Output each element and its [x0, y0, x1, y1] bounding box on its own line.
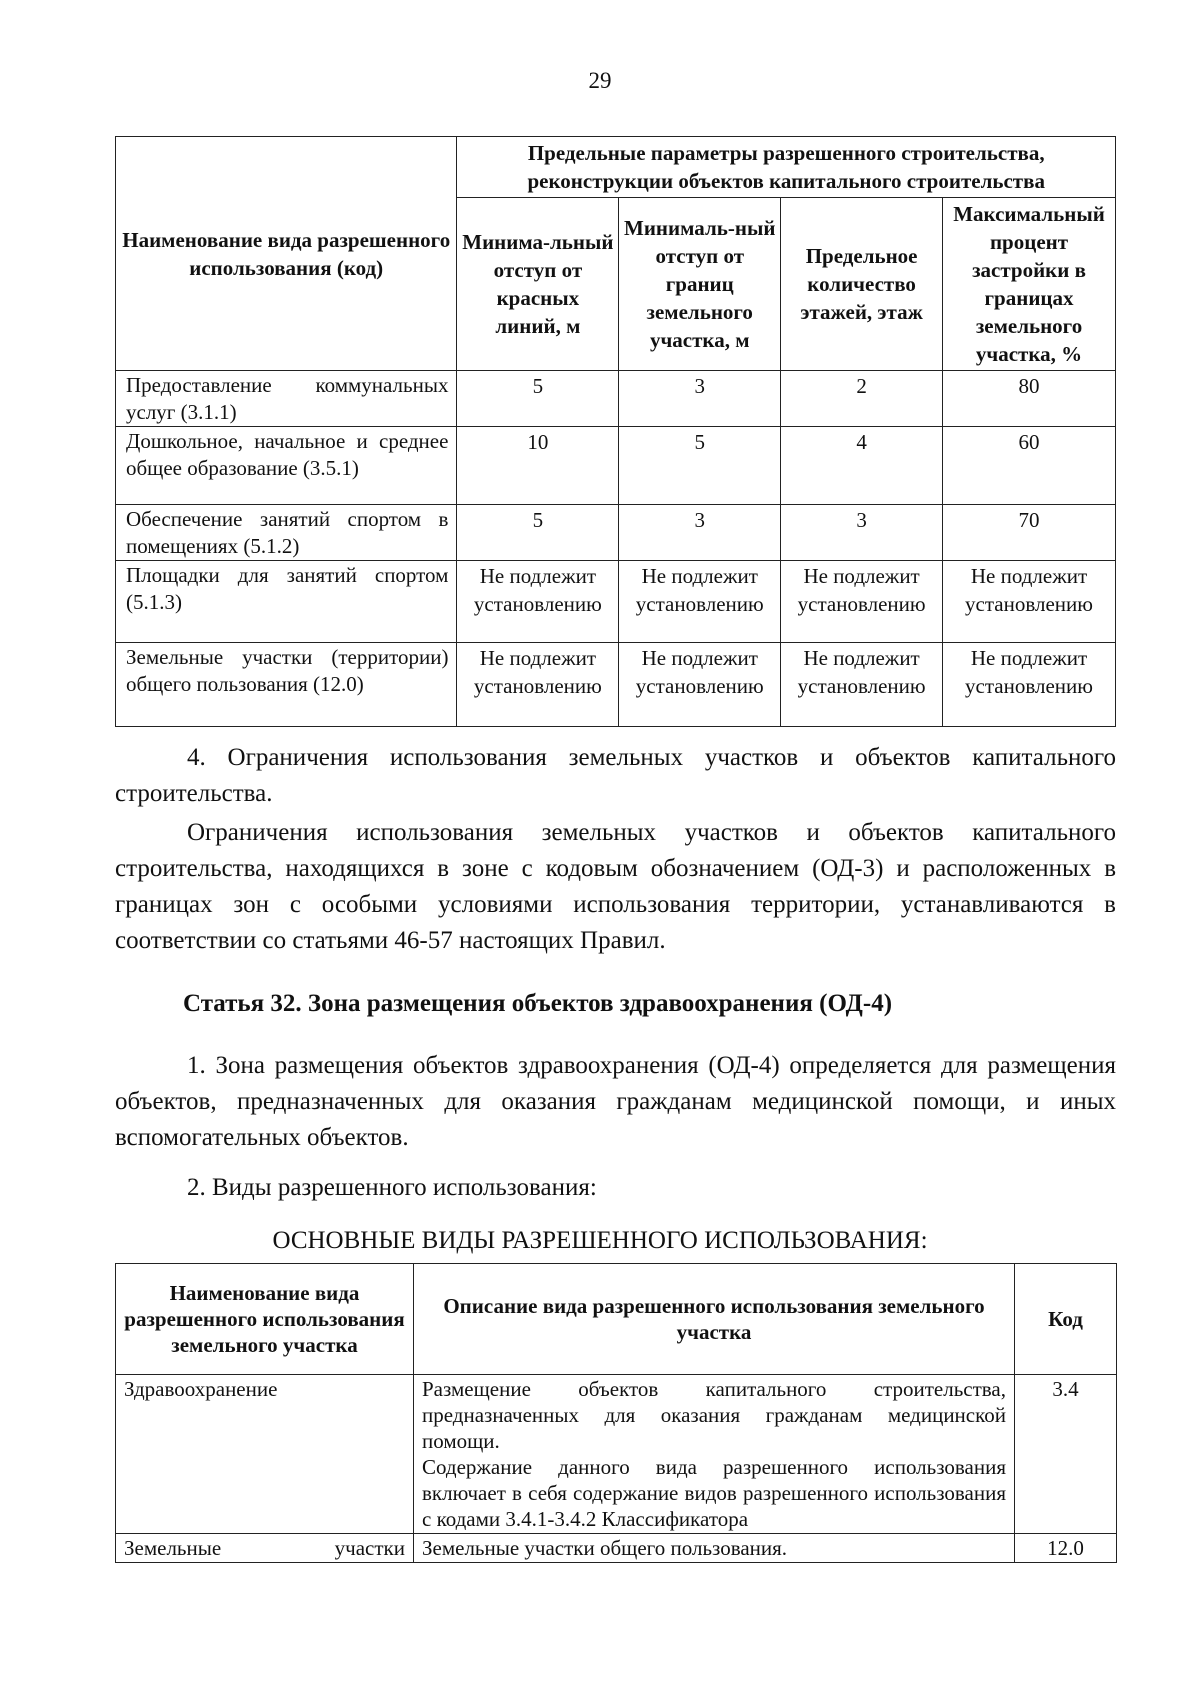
row-use-name: Земельные участки [116, 1534, 414, 1563]
cell-max-floors: 4 [781, 427, 943, 505]
column-header-min-setback-boundaries: Минималь-ный отступ от границ земельного участка, м [619, 198, 781, 371]
table-row [116, 505, 1116, 561]
cell-min-setback-boundaries: Не подлежит установлению [619, 561, 781, 643]
column-header-description: Описание вида разрешенного использования земельного участка [414, 1264, 1015, 1375]
row-use-name: Площадки для занятий спортом (5.1.3) [116, 561, 457, 643]
row-code: 3.4 [1015, 1375, 1117, 1534]
cell-min-setback-red-lines: 10 [457, 427, 619, 505]
table-row [116, 427, 1116, 505]
main-uses-table [115, 1263, 1117, 1563]
cell-min-setback-red-lines: Не подлежит установлению [457, 561, 619, 643]
cell-max-floors: 2 [781, 371, 943, 427]
paragraph-4-restrictions-heading: 4. Ограничения использования земельных участков и объектов капитального строительства. [115, 744, 1116, 807]
cell-max-coverage: 60 [943, 427, 1116, 505]
row-use-name: Обеспечение занятий спортом в помещениях (5.1.2) [116, 505, 457, 561]
table-row [116, 561, 1116, 643]
description-line: Содержание данного вида разрешенного использования включает в себя содержание видов разрешенного использования с кодами 3.4.1-3.4.2 Классификатора [422, 1455, 1006, 1531]
row-use-name: Дошкольное, начальное и среднее общее образование (3.5.1) [116, 427, 457, 505]
paragraph-1-zone-purpose: 1. Зона размещения объектов здравоохранения (ОД-4) определяется для размещения объектов, предназначенных для оказания гражданам медицинской помощи, и иных вспомогательных объектов. [115, 1052, 1116, 1151]
table-row [116, 643, 1116, 727]
table-row [116, 1534, 1117, 1563]
cell-min-setback-red-lines: 5 [457, 505, 619, 561]
column-header-max-floors: Предельное количество этажей, этаж [781, 198, 943, 371]
cell-min-setback-red-lines: Не подлежит установлению [457, 643, 619, 727]
cell-max-floors: 3 [781, 505, 943, 561]
column-header-use-name: Наименование вида разрешенного использования земельного участка [116, 1264, 414, 1375]
cell-min-setback-boundaries: Не подлежит установлению [619, 643, 781, 727]
cell-max-coverage: Не подлежит установлению [943, 643, 1116, 727]
page-number: 29 [588, 68, 612, 93]
article-heading: Статья 32. Зона размещения объектов здравоохранения (ОД-4) [182, 990, 893, 1017]
cell-min-setback-boundaries: 5 [619, 427, 781, 505]
zoning-parameters-table [115, 136, 1116, 727]
cell-max-floors: Не подлежит установлению [781, 561, 943, 643]
row-use-name: Здравоохранение [116, 1375, 414, 1534]
row-description: Земельные участки общего пользования. [414, 1534, 1015, 1563]
column-header-max-coverage: Максимальный процент застройки в границах земельного участка, % [943, 198, 1116, 371]
cell-min-setback-boundaries: 3 [619, 505, 781, 561]
table-row [116, 1375, 1117, 1534]
paragraph-restrictions-text: Ограничения использования земельных участков и объектов капитального строительства, находящихся в зоне с кодовым обозначением (ОД-3) и расположенных в границах зон с особыми условиями использования территории, устанавливаются в соответствии со статьями 46-57 настоящих Правил. [115, 819, 1116, 954]
row-code: 12.0 [1015, 1534, 1117, 1563]
column-header-use-type: Наименование вида разрешенного использования (код) [116, 137, 457, 371]
cell-max-coverage: 80 [943, 371, 1116, 427]
row-use-name: Земельные участки (территории) общего пользования (12.0) [116, 643, 457, 727]
table-row [116, 371, 1116, 427]
column-group-header-limits: Предельные параметры разрешенного строительства, реконструкции объектов капитального строительства [457, 137, 1116, 198]
row-use-name: Предоставление коммунальных услуг (3.1.1) [116, 371, 457, 427]
description-line: Размещение объектов капитального строительства, предназначенных для оказания гражданам медицинской помощи. [422, 1377, 1006, 1453]
cell-min-setback-red-lines: 5 [457, 371, 619, 427]
column-header-min-setback-red-lines: Минима-льный отступ от красных линий, м [457, 198, 619, 371]
main-uses-title: ОСНОВНЫЕ ВИДЫ РАЗРЕШЕННОГО ИСПОЛЬЗОВАНИЯ: [272, 1227, 928, 1254]
cell-max-coverage: 70 [943, 505, 1116, 561]
paragraph-2-use-types: 2. Виды разрешенного использования: [187, 1174, 597, 1201]
cell-max-floors: Не подлежит установлению [781, 643, 943, 727]
cell-max-coverage: Не подлежит установлению [943, 561, 1116, 643]
row-description [414, 1375, 1015, 1534]
column-header-code: Код [1015, 1264, 1117, 1375]
cell-min-setback-boundaries: 3 [619, 371, 781, 427]
